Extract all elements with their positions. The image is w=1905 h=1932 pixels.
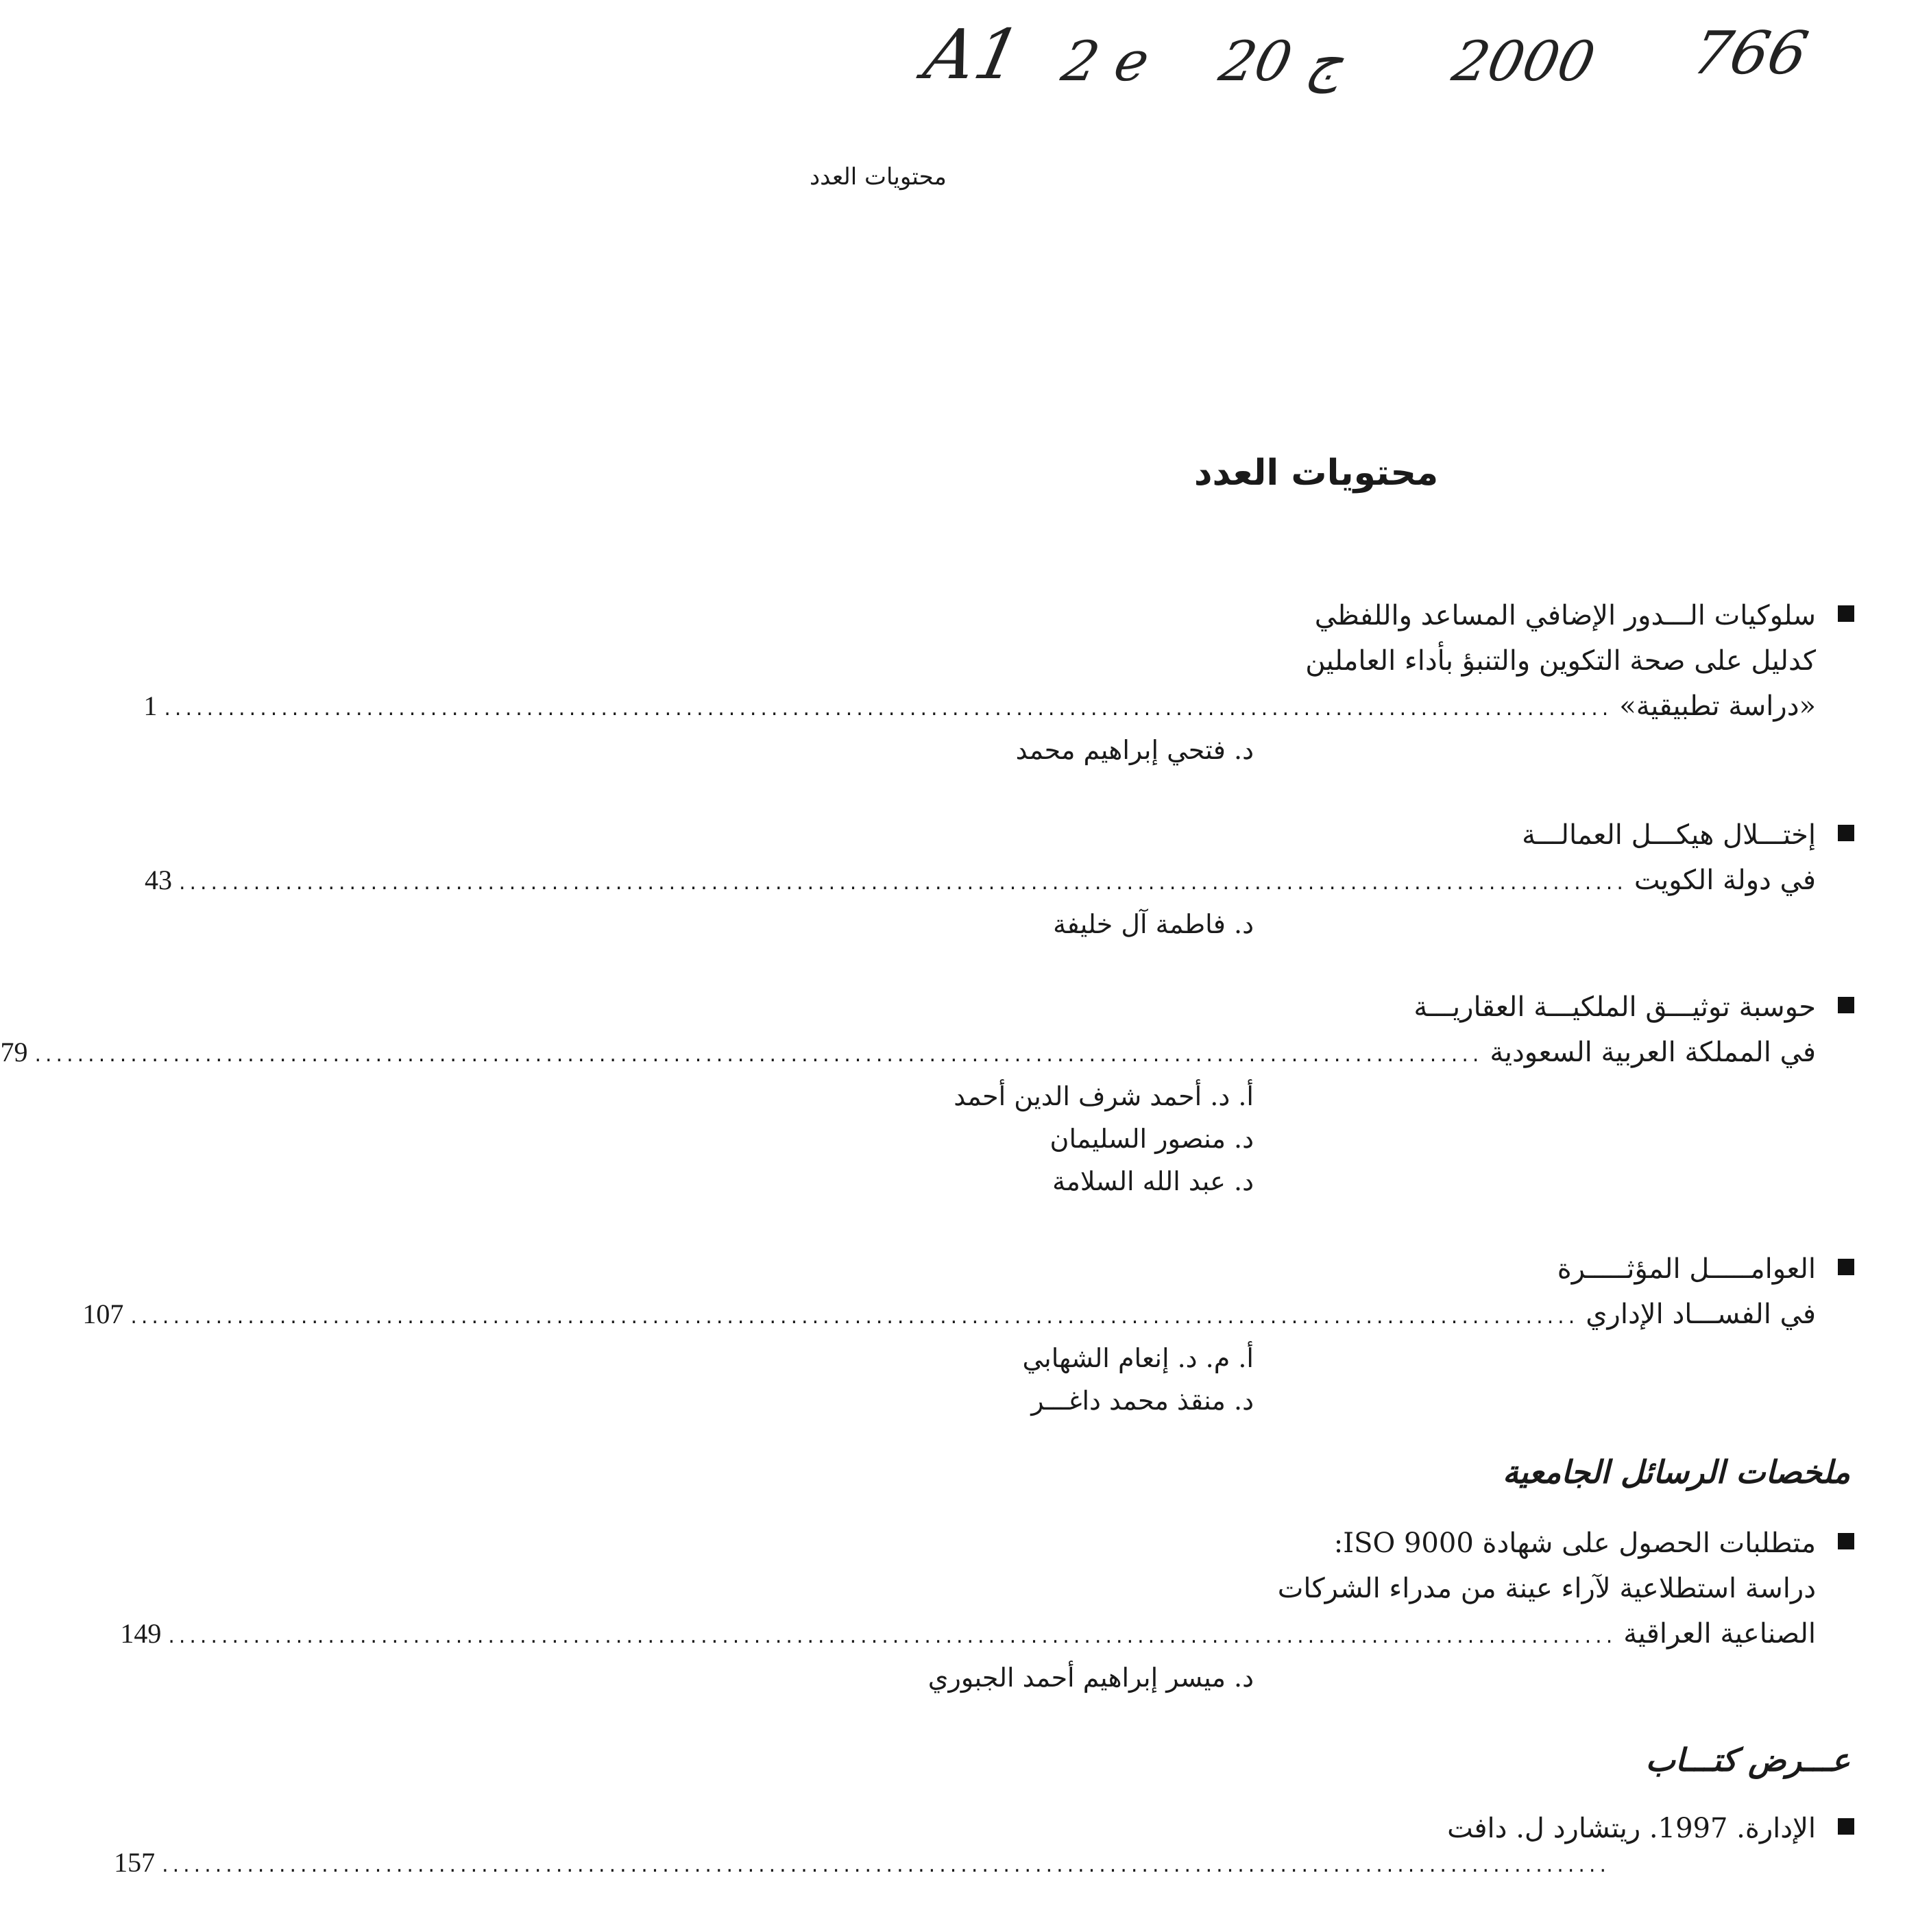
entry-title-line: [120, 1611, 1816, 1656]
entry-title-line: [82, 1292, 1816, 1337]
entry-title-line: [0, 1030, 1816, 1075]
page-number: 157: [114, 1847, 156, 1878]
author-name: د. منصور السليمان: [1049, 1124, 1254, 1154]
toc-entry-thesis: [120, 1521, 1816, 1699]
entry-title-line: متطلبات الحصول على شهادة ISO 9000:: [1333, 1528, 1816, 1559]
page-number: 107: [82, 1299, 124, 1329]
leader-dots: ........................................................................................................................................: [162, 1853, 1610, 1877]
page-title: محتويات العدد: [1193, 452, 1439, 494]
entry-title-line: [144, 858, 1816, 903]
author-name: أ. د. أحمد شرف الدين أحمد: [954, 1081, 1254, 1111]
leader-dots: ........................................................................................................................................: [168, 1624, 1617, 1648]
page-number: 43: [144, 865, 172, 895]
toc-entry-3: [0, 985, 1816, 1203]
entry-title-line: [143, 684, 1816, 729]
author-name: د. فتحي إبراهيم محمد: [1015, 735, 1254, 765]
entry-title-line: كدليل على صحة التكوين والتنبؤ بأداء العاملين: [1305, 645, 1816, 677]
bullet-icon: [1838, 1259, 1854, 1275]
bullet-icon: [1838, 825, 1854, 841]
author-name: د. ميسر إبراهيم أحمد الجبوري: [927, 1663, 1254, 1693]
handwritten-part-3: 20 ج: [1214, 29, 1350, 93]
handwritten-part-5: 766: [1686, 19, 1814, 88]
entry-title-text: في دولة الكويت: [1634, 865, 1816, 896]
running-header: محتويات العدد: [810, 163, 947, 191]
entry-title-line: الإدارة. 1997. ريتشارد ل. دافت: [1447, 1813, 1816, 1844]
handwritten-part-4: 2000: [1447, 29, 1601, 93]
toc-entry-2: [144, 812, 1816, 945]
toc-entry-book: [114, 1806, 1816, 1885]
handwritten-part-1: A1: [917, 14, 1028, 95]
entry-title-line: حوسبة توثيـــق الملكيـــة العقاريـــة: [1413, 991, 1816, 1023]
entry-title-text: في المملكة العربية السعودية: [1490, 1037, 1816, 1068]
bullet-icon: [1838, 1533, 1854, 1549]
toc-entry-1: [143, 593, 1816, 771]
leader-dots: ........................................................................................................................................: [164, 697, 1613, 721]
bullet-icon: [1838, 1818, 1854, 1835]
handwritten-part-2: 2 e: [1056, 29, 1155, 93]
entry-title-line: سلوكيات الـــدور الإضافي المساعد واللفظي: [1314, 600, 1816, 631]
entry-title-line: العوامـــــل المؤثـــــرة: [1557, 1253, 1816, 1285]
bullet-icon: [1838, 605, 1854, 622]
bullet-icon: [1838, 997, 1854, 1013]
entry-page-line: [114, 1840, 1816, 1885]
page-number: 1: [143, 690, 158, 721]
toc-entry-4: [82, 1246, 1816, 1422]
handwritten-note: [906, 14, 1838, 117]
section-title-theses: ملخصات الرسائل الجامعية: [1502, 1453, 1850, 1490]
author-name: د. منقذ محمد داغـــر: [1031, 1386, 1254, 1416]
entry-title-line: إختـــلال هيكـــل العمالـــة: [1522, 819, 1816, 851]
entry-title-line: دراسة استطلاعية لآراء عينة من مدراء الشركات: [1277, 1573, 1816, 1604]
page-number: 149: [120, 1618, 162, 1649]
entry-title-text: في الفســـاد الإداري: [1586, 1299, 1816, 1330]
leader-dots: ........................................................................................................................................: [130, 1305, 1579, 1329]
leader-dots: ........................................................................................................................................: [178, 871, 1627, 895]
author-name: أ. م. د. إنعام الشهابي: [1022, 1343, 1254, 1373]
leader-dots: ........................................................................................................................................: [34, 1043, 1483, 1067]
section-title-book-review: عـــرض كتـــاب: [1645, 1741, 1850, 1778]
entry-title-text: «دراسة تطبيقية»: [1619, 690, 1816, 722]
author-name: د. فاطمة آل خليفة: [1053, 909, 1254, 939]
entry-title-text: الصناعية العراقية: [1623, 1618, 1816, 1650]
author-name: د. عبد الله السلامة: [1052, 1166, 1254, 1196]
page-number: 79: [0, 1037, 28, 1067]
